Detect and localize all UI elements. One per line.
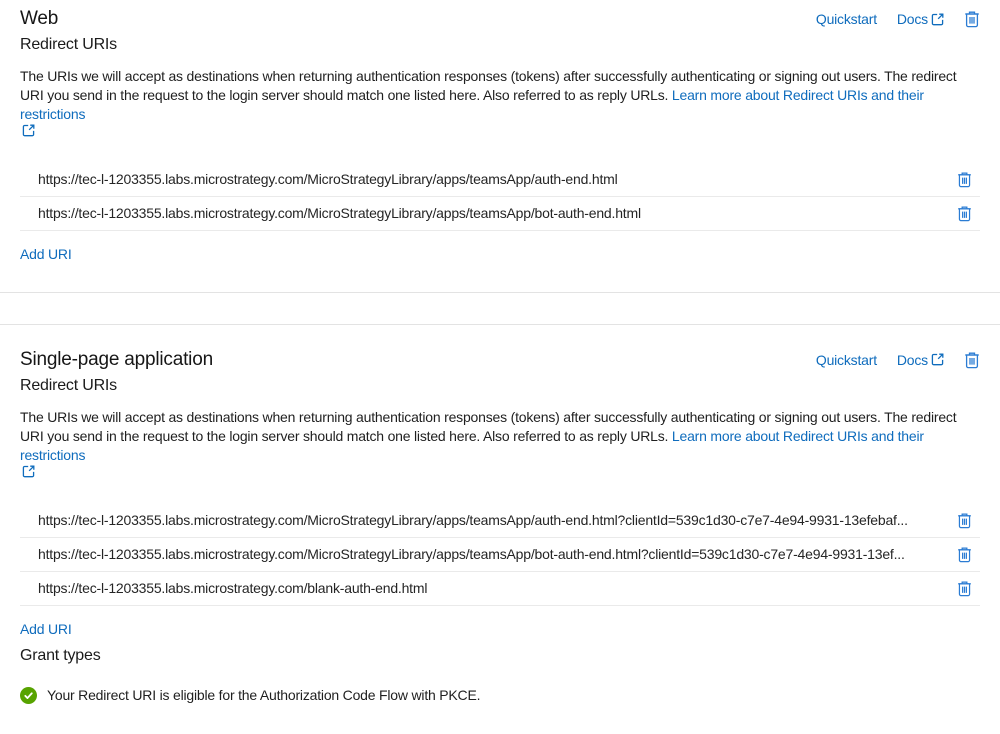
uri-row — [20, 197, 980, 231]
web-uri-list — [20, 163, 980, 231]
uri-row — [20, 504, 980, 538]
trash-icon — [957, 205, 972, 222]
web-redirect-uris-subtitle: Redirect URIs — [20, 35, 117, 53]
redirect-uri-value[interactable]: https://tec-l-1203355.labs.microstrategy.com/MicroStrategyLibrary/apps/teamsApp/bot-auth-end.html?clientId=539c1d30-c7e7-4e94-9931-13ef... — [38, 546, 905, 563]
success-check-icon — [20, 687, 37, 704]
trash-icon — [957, 512, 972, 529]
delete-uri-button[interactable] — [957, 171, 972, 188]
docs-link-label: Docs — [896, 11, 928, 27]
spa-add-uri-button[interactable]: Add URI — [20, 620, 72, 637]
delete-uri-button[interactable] — [957, 546, 972, 563]
external-link-icon — [22, 124, 35, 137]
redirect-uri-value[interactable]: https://tec-l-1203355.labs.microstrategy.com/MicroStrategyLibrary/apps/teamsApp/auth-end.html — [38, 171, 618, 188]
web-header-actions — [816, 8, 980, 28]
web-delete-platform-button[interactable] — [964, 10, 980, 28]
web-platform-section — [0, 0, 1000, 293]
trash-icon — [957, 546, 972, 563]
external-link-icon — [931, 353, 944, 366]
redirect-uri-value[interactable]: https://tec-l-1203355.labs.microstrategy.com/blank-auth-end.html — [38, 580, 428, 597]
spa-section-header — [20, 349, 980, 395]
trash-icon — [964, 351, 980, 369]
web-section-header — [20, 8, 980, 54]
web-section-title: Web — [20, 8, 59, 29]
uri-row — [20, 538, 980, 572]
external-link-icon — [931, 13, 944, 26]
web-add-uri-button[interactable]: Add URI — [20, 245, 72, 262]
description-text: The URIs we will accept as destinations when returning authentication responses (tokens) after successfully authenticating or signing out users. The redirect URI you send in the request to the login server should match one listed here. Also referred to as reply URLs. — [20, 67, 957, 103]
web-description — [20, 67, 980, 137]
delete-uri-button[interactable] — [957, 512, 972, 529]
uri-row — [20, 572, 980, 606]
spa-delete-platform-button[interactable] — [964, 351, 980, 369]
spa-title-block — [20, 349, 213, 395]
uri-row — [20, 163, 980, 197]
trash-icon — [957, 580, 972, 597]
spa-section-title: Single-page application — [20, 348, 213, 370]
redirect-uri-value[interactable]: https://tec-l-1203355.labs.microstrategy.com/MicroStrategyLibrary/apps/teamsApp/auth-end.html?clientId=539c1d30-c7e7-4e94-9931-13efebaf... — [38, 512, 908, 529]
spa-docs-link[interactable] — [897, 352, 944, 368]
spa-redirect-uris-subtitle: Redirect URIs — [20, 376, 117, 394]
web-quickstart-link[interactable]: Quickstart — [815, 11, 877, 27]
external-link-icon — [22, 465, 35, 478]
delete-uri-button[interactable] — [957, 205, 972, 222]
trash-icon — [957, 171, 972, 188]
learn-more-label: Learn more about Redirect URIs and their restrictions — [20, 427, 924, 463]
learn-more-label: Learn more about Redirect URIs and their restrictions — [20, 86, 924, 122]
docs-link-label: Docs — [896, 351, 928, 368]
spa-header-actions — [816, 349, 980, 369]
description-text: The URIs we will accept as destinations when returning authentication responses (tokens) after successfully authenticating or signing out users. The redirect URI you send in the request to the login server should match one listed here. Also referred to as reply URLs. — [20, 408, 957, 444]
web-title-block — [20, 8, 117, 54]
trash-icon — [964, 10, 980, 28]
delete-uri-button[interactable] — [957, 580, 972, 597]
grant-types-heading: Grant types — [20, 646, 101, 664]
spa-description — [20, 408, 980, 478]
spa-quickstart-link[interactable]: Quickstart — [815, 351, 877, 368]
spa-platform-section — [0, 324, 1000, 734]
pkce-eligibility-message: Your Redirect URI is eligible for the Authorization Code Flow with PKCE. — [47, 687, 481, 704]
pkce-eligibility-status — [20, 687, 980, 704]
web-docs-link[interactable] — [897, 11, 944, 27]
redirect-uri-value[interactable]: https://tec-l-1203355.labs.microstrategy.com/MicroStrategyLibrary/apps/teamsApp/bot-auth-end.html — [38, 205, 641, 222]
spa-uri-list — [20, 504, 980, 606]
